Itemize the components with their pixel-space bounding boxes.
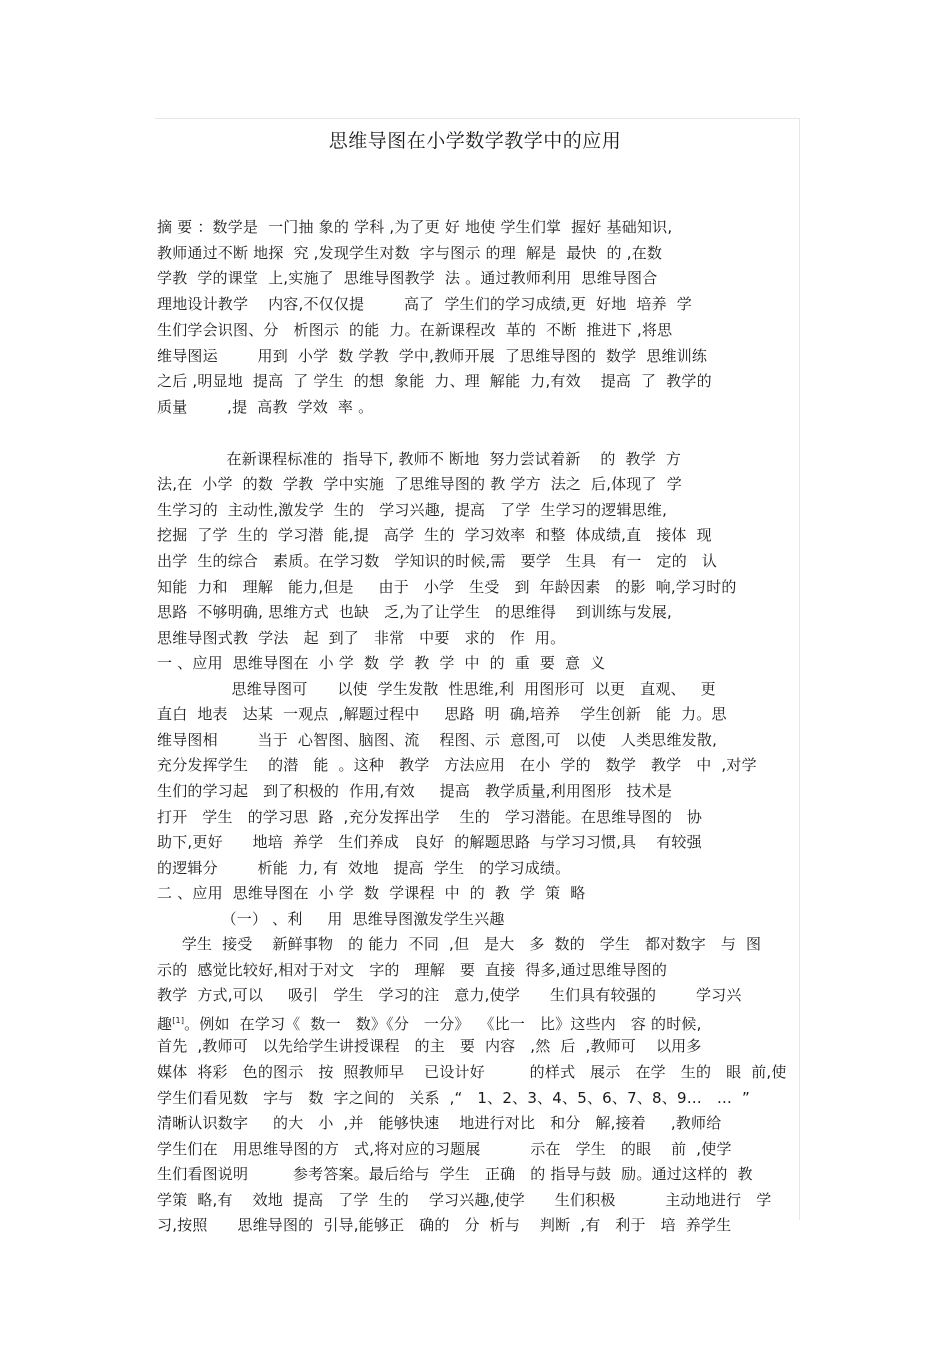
text-line: [157, 1088, 750, 1108]
text-line: [157, 909, 505, 929]
text-line-content: 思维导图可 以使 学生发散 性思维,利 用图形可 以更 直观、 更: [157, 680, 716, 698]
text-line: [157, 679, 716, 699]
text-line: [157, 602, 672, 622]
text-line-content: 直白 地表 达某 一观点 ,解题过程中 思路 明 确,培养 学生创新 能 力。思: [157, 705, 727, 723]
text-line: [157, 397, 373, 417]
text-line-content: 维导图运 用到 小学 数 学教 学中,教师开展 了思维导图的 数学 思维训练: [157, 347, 708, 365]
text-line-content: 学生 接受 新鲜事物 的 能力 不同 ,但 是大 多 数的 学生 都对数字 与 图: [157, 935, 762, 953]
text-line-content: 示的 感觉比较好,相对于对文 字的 理解 要 直接 得多,通过思维导图的: [157, 961, 668, 979]
text-line: [157, 781, 672, 801]
text-line: [157, 217, 672, 237]
text-line: [157, 243, 662, 263]
text-line-content: 之后 ,明显地 提高 了 学生 的想 象能 力、理 解能 力,有效 提高 了 教学的: [157, 372, 712, 390]
text-line: [157, 500, 667, 520]
text-line-content: （一） 、利 用 思维导图激发学生兴趣: [157, 910, 505, 928]
text-line-content: 生学习的 主动性,激发学 生的 学习兴趣, 提高 了学 生学习的逻辑思维,: [157, 501, 668, 519]
text-line: [157, 1113, 721, 1133]
text-line-content: 法,在 小学 的数 学教 学中实施 了思维导图的 教 学方 法之 后,体现了 学: [157, 475, 682, 493]
text-line: [157, 1190, 771, 1210]
text-line: [157, 730, 717, 750]
text-line: [157, 628, 565, 648]
text-line-content: 趣: [157, 1015, 173, 1033]
text-line-content: 生们看图说明 参考答案。最后给与 学生 正确 的 指导与鼓 励。通过这样的 教: [157, 1165, 753, 1183]
text-line-content: 首先 ,教师可 以先给学生讲授课程 的主 要 内容 ,然 后 ,教师可 以用多: [157, 1037, 702, 1055]
text-line-content: 思维导图式教 学法 起 到了 非常 中要 求的 作 用。: [157, 629, 566, 647]
text-line: [157, 525, 712, 545]
text-line: [157, 934, 761, 954]
page-border-right: [799, 118, 800, 1220]
text-line: [157, 832, 702, 852]
text-line-content: 生们的学习起 到了积极的 作用,有效 提高 教学质量,利用图形 技术是: [157, 782, 673, 800]
text-line: [157, 960, 667, 980]
text-line-content: 在新课程标准的 指导下, 教师不 断地 努力尝试着新 的 教学 方: [157, 450, 682, 468]
text-line: [157, 1011, 702, 1034]
text-line: [157, 858, 570, 878]
text-line: [157, 1215, 731, 1235]
text-line-content: 理地设计教学 内容,不仅仅提 高了 学生们的学习成绩,更 好地 培养 学: [157, 295, 692, 313]
text-line: [157, 320, 672, 340]
text-line-content: 学策 略,有 效地 提高 了学 生的 学习兴趣,使学 生们积极 主动地进行 学: [157, 1191, 772, 1209]
text-line-continuation: 。例如 在学习《 数一 数》《分 一分》 《比一 比》这些内 容 的时候,: [184, 1015, 702, 1033]
text-line-content: 学教 学的课堂 上,实施了 思维导图教学 法 。通过教师利用 思维导图合: [157, 269, 658, 287]
text-line: [157, 371, 712, 391]
text-line: [157, 883, 586, 903]
text-line-content: 充分发挥学生 的潜 能 。这种 教学 方法应用 在小 学的 数学 教学 中 ,对学: [157, 756, 757, 774]
text-line: [157, 268, 657, 288]
text-line-content: 思路 不够明确, 思维方式 也缺 乏,为了让学生 的思维得 到训练与发展,: [157, 603, 673, 621]
text-line: [157, 294, 692, 314]
text-line: [157, 985, 742, 1005]
text-line-content: 生们学会识图、分 析图示 的能 力。在新课程改 革的 不断 推进下 ,将思: [157, 321, 673, 339]
text-line: [157, 755, 757, 775]
text-line-content: 挖掘 了学 生的 学习潜 能,提 高学 生的 学习效率 和整 体成绩,直 接体 现: [157, 526, 712, 544]
text-line-content: 一 、应用 思维导图在 小 学 数 学 教 学 中 的 重 要 意 义: [157, 654, 606, 672]
citation-marker: [1]: [172, 1016, 185, 1025]
text-line-content: 知能 力和 理解 能力,但是 由于 小学 生受 到 年龄因素 的影 响,学习时的: [157, 578, 737, 596]
text-line-content: 学生们在 用思维导图的方 式,将对应的习题展 示在 学生 的眼 前 ,使学: [157, 1140, 732, 1158]
text-line: [157, 577, 737, 597]
text-line-content: 维导图相 当于 心智图、脑图、流 程图、示 意图,可 以使 人类思维发散,: [157, 731, 718, 749]
text-line-content: 的逻辑分 析能 力, 有 效地 提高 学生 的学习成绩。: [157, 859, 571, 877]
text-line-content: 教学 方式,可以 吸引 学生 学习的注 意力,使学 生们具有较强的 学习兴: [157, 986, 742, 1004]
text-line: [157, 551, 717, 571]
text-line-content: 助下,更好 地培 养学 生们养成 良好 的解题思路 与学习习惯,具 有较强: [157, 833, 702, 851]
text-line: [157, 704, 727, 724]
text-line-content: 媒体 将彩 色的图示 按 照教师早 已设计好 的样式 展示 在学 生的 眼 前,使: [157, 1063, 787, 1081]
text-line: [157, 474, 682, 494]
text-line-content: 出学 生的综合 素质。在学习数 学知识的时候,需 要学 生具 有一 定的 认: [157, 552, 718, 570]
text-line-content: 打开 学生 的学习思 路 ,充分发挥出学 生的 学习潜能。在思维导图的 协: [157, 808, 703, 826]
text-line-content: 学生们看见数 字与 数 字之间的 关系 ,“ 1、2、3、4、5、6、7、8、9… … ”: [157, 1089, 750, 1107]
text-line-content: 摘 要 ：数学是 一门抽 象的 学科 ,为了更 好 地使 学生们掌 握好 基础知识,: [157, 218, 673, 236]
text-line: [157, 653, 605, 673]
page-border-top: [155, 118, 800, 119]
text-line: [157, 807, 702, 827]
text-line: [157, 1139, 732, 1159]
page-title: 思维导图在小学数学教学中的应用: [328, 130, 622, 152]
text-line-content: 二 、应用 思维导图在 小 学 数 学课程 中 的 教 学 策 略: [157, 884, 586, 902]
text-line-content: 教师通过不断 地探 究 ,发现学生对数 字与图示 的理 解是 最快 的 ,在数: [157, 244, 663, 262]
text-line-content: 清晰认识数字 的大 小 ,并 能够快速 地进行对比 和分 解,接着 ,教师给: [157, 1114, 722, 1132]
text-line: [157, 346, 707, 366]
text-line: [157, 1062, 787, 1082]
text-line: [157, 449, 681, 469]
text-line: [157, 1164, 753, 1184]
text-line-content: 质量 ,提 高教 学效 率 。: [157, 398, 374, 416]
text-line-content: 习,按照 思维导图的 引导,能够正 确的 分 析与 判断 ,有 利于 培 养学生: [157, 1216, 732, 1234]
text-line: [157, 1036, 702, 1056]
